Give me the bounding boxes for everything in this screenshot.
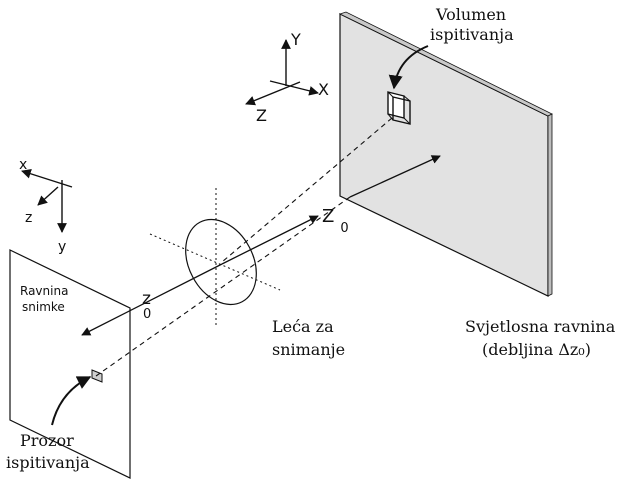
light-sheet-label-line2: (debljina Δz₀) bbox=[482, 340, 591, 359]
world-axis-x-label: X bbox=[318, 80, 329, 99]
volumen-label-line1: Volumen bbox=[436, 5, 507, 24]
world-axis-y-label: Y bbox=[291, 30, 301, 49]
volumen-label-line2: ispitivanja bbox=[430, 25, 514, 44]
imaging-lens bbox=[150, 188, 280, 328]
image-plane-label-line2: snimke bbox=[22, 300, 65, 314]
world-axes bbox=[246, 40, 318, 104]
light-sheet-label-line1: Svjetlosna ravnina bbox=[465, 317, 616, 336]
Z0-arrow bbox=[222, 216, 318, 264]
image-axis-z-label: z bbox=[25, 210, 33, 226]
z0-label: z 0 bbox=[142, 289, 152, 322]
Z0-label: $Z_0$ bbox=[322, 206, 349, 236]
lens-label-line2: snimanje bbox=[272, 340, 346, 359]
light-sheet bbox=[340, 12, 552, 296]
lens-label-line1: Leća za bbox=[272, 317, 334, 336]
world-axis-z-label: Z bbox=[256, 106, 267, 125]
image-axis-x-label: x bbox=[19, 157, 28, 173]
image-plane-label-line1: Ravnina bbox=[20, 284, 69, 298]
window-label-line2: ispitivanja bbox=[6, 453, 90, 472]
window-label-line1: Prozor bbox=[20, 431, 74, 450]
image-axis-y-label: y bbox=[58, 239, 67, 255]
